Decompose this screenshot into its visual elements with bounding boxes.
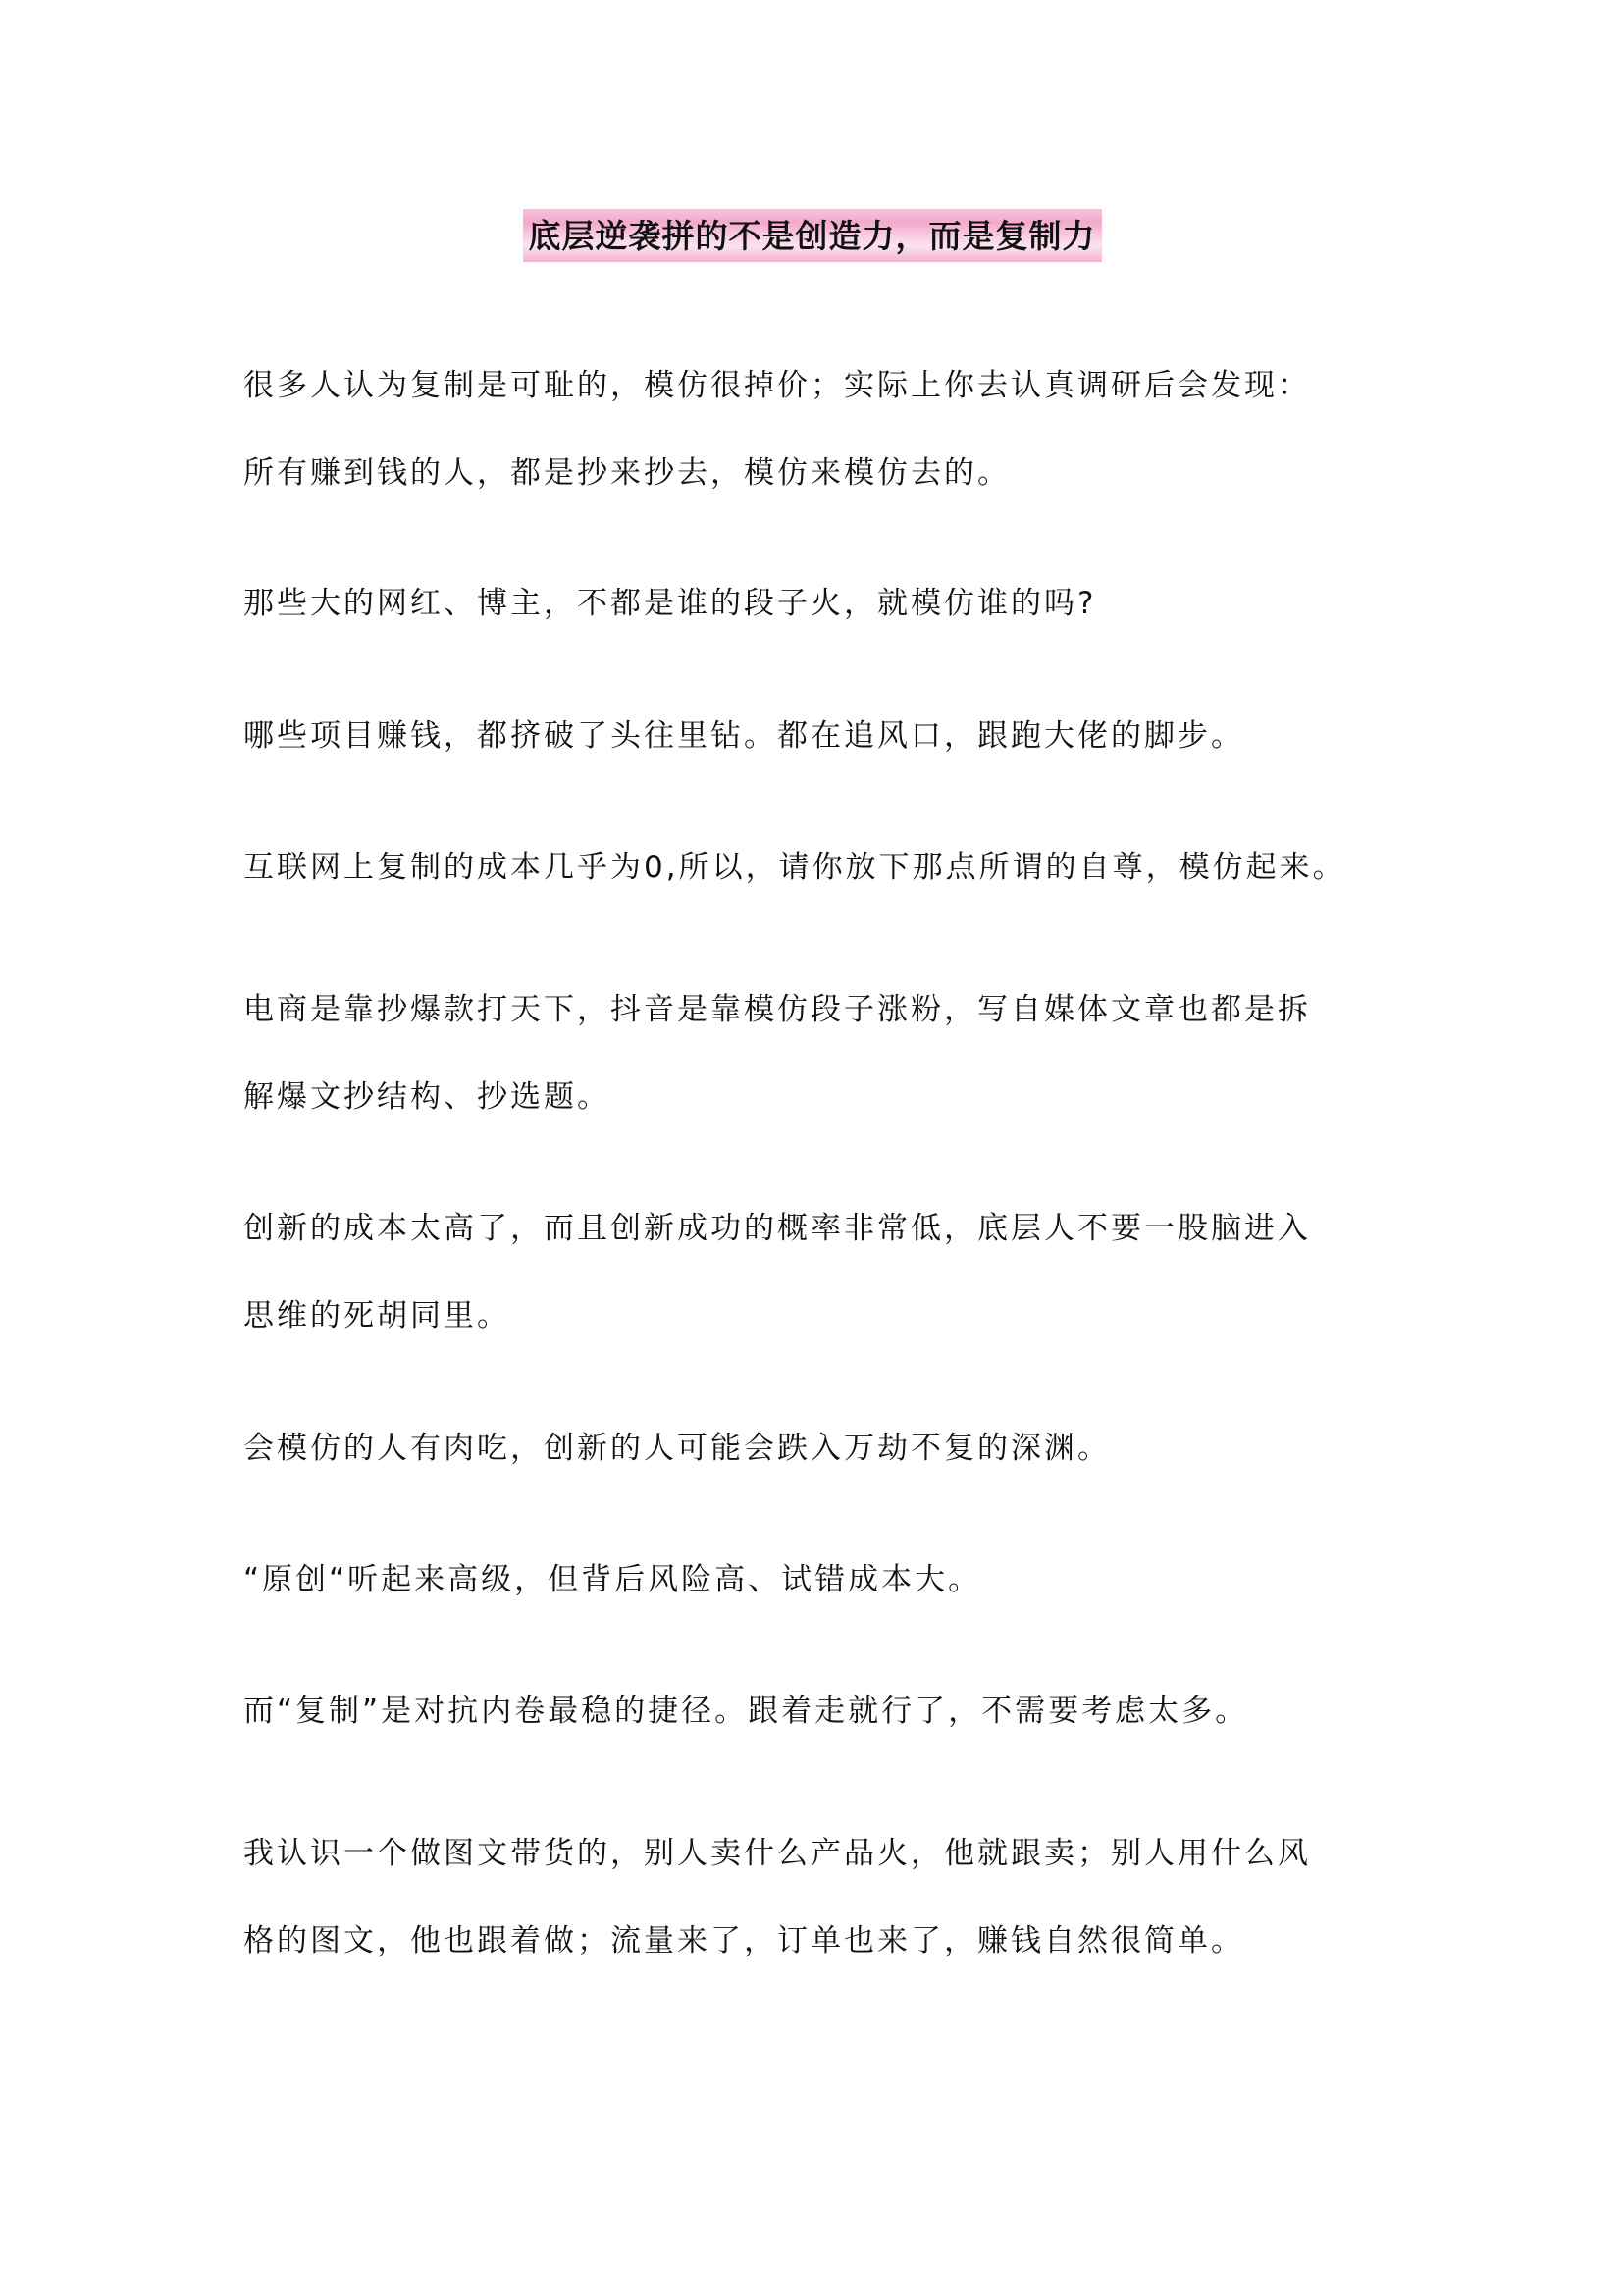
paragraph-7	[243, 1405, 1391, 1492]
paragraph-line: “原创“听起来高级，但背后风险高、试错成本大。	[243, 1562, 982, 1597]
paragraph-5	[243, 966, 1391, 1141]
paragraph-3	[243, 693, 1391, 780]
paragraph-line: 会模仿的人有肉吃，创新的人可能会跌入万劫不复的深渊。	[243, 1431, 1111, 1466]
paragraph-line: 电商是靠抄爆款打天下，抖音是靠模仿段子涨粉，写自媒体文章也都是拆	[243, 992, 1311, 1027]
paragraph-10	[243, 1810, 1391, 1985]
paragraph-2	[243, 560, 1391, 648]
paragraph-line: 那些大的网红、博主，不都是谁的段子火，就模仿谁的吗?	[243, 586, 1097, 621]
paragraph-line: 互联网上复制的成本几乎为0,所以，请你放下那点所谓的自尊，模仿起来。	[243, 850, 1346, 885]
paragraph-line: 哪些项目赚钱，都挤破了头往里钻。都在追风口，跟跑大佬的脚步。	[243, 718, 1244, 754]
paragraph-line: 很多人认为复制是可耻的，模仿很掉价；实际上你去认真调研后会发现：	[243, 368, 1311, 403]
paragraph-4	[243, 824, 1391, 912]
paragraph-9	[243, 1668, 1391, 1755]
paragraph-8	[243, 1537, 1391, 1624]
paragraph-line: 创新的成本太高了，而且创新成功的概率非常低，底层人不要一股脑进入	[243, 1211, 1311, 1246]
paragraph-line: 格的图文，他也跟着做；流量来了，订单也来了，赚钱自然很简单。	[243, 1923, 1244, 1958]
paragraph-1	[243, 342, 1391, 517]
document-title: 底层逆袭拼的不是创造力，而是复制力	[523, 209, 1102, 262]
title-container	[0, 209, 1624, 262]
paragraph-6	[243, 1185, 1391, 1360]
paragraph-line: 所有赚到钱的人，都是抄来抄去，模仿来模仿去的。	[243, 455, 1011, 491]
paragraph-line: 而“复制”是对抗内卷最稳的捷径。跟着走就行了，不需要考虑太多。	[243, 1694, 1249, 1729]
paragraph-line: 我认识一个做图文带货的，别人卖什么产品火，他就跟卖；别人用什么风	[243, 1836, 1311, 1871]
paragraph-line: 思维的死胡同里。	[243, 1298, 510, 1333]
paragraph-line: 解爆文抄结构、抄选题。	[243, 1079, 610, 1115]
